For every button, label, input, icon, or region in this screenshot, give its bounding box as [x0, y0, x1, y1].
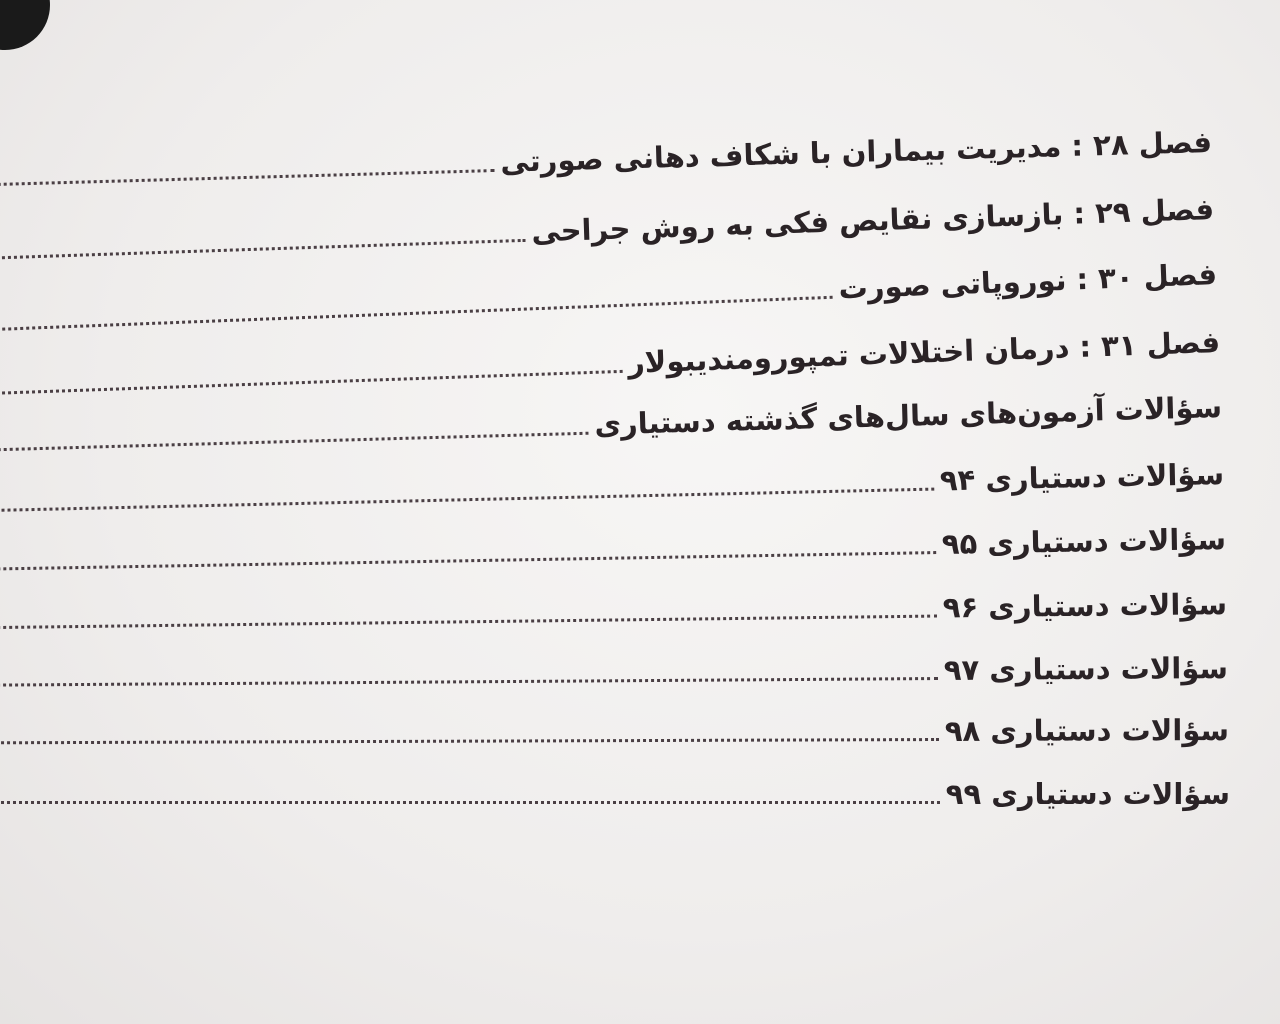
dotted-leader — [0, 677, 938, 687]
dotted-leader — [0, 169, 495, 186]
dotted-leader — [0, 369, 622, 394]
dotted-leader — [0, 801, 940, 804]
toc-entry-title: سؤالات دستیاری ۹۹ — [945, 777, 1230, 811]
toc-entry-title: سؤالات دستیاری ۹۴ — [939, 457, 1225, 498]
toc-entry-title: سؤالات دستیاری ۹۶ — [942, 587, 1228, 625]
dotted-leader — [0, 431, 589, 451]
toc-entry-exam-94 — [0, 450, 1225, 526]
toc-entry-title: سؤالات دستیاری ۹۸ — [944, 713, 1230, 748]
toc-entry-exam-99 — [0, 770, 1230, 818]
dotted-leader — [0, 487, 934, 511]
toc-entry-title: سؤالات دستیاری ۹۷ — [943, 651, 1229, 687]
toc-entry-exam-98 — [0, 706, 1229, 758]
dotted-leader — [0, 614, 937, 629]
toc-entry-title: فصل ۳۱ : درمان اختلالات تمپورومندیبولار — [627, 325, 1221, 380]
toc-entry-title: سؤالات دستیاری ۹۵ — [941, 522, 1227, 561]
toc-entry-chapter-28 — [0, 118, 1213, 200]
dotted-leader — [0, 238, 526, 259]
toc-entry-title: فصل ۲۸ : مدیریت بیماران با شکاف دهانی صورتی — [499, 125, 1213, 179]
toc-entry-title: فصل ۲۹ : بازسازی نقایص فکی به روش جراحی — [530, 192, 1215, 249]
dotted-leader — [0, 738, 939, 744]
toc-entry-title: فصل ۳۰ : نوروپاتی صورت — [837, 257, 1218, 306]
toc-entry-title: سؤالات آزمون‌های سال‌های گذشته دستیاری — [593, 390, 1223, 442]
dotted-leader — [0, 295, 833, 330]
toc-entry-exam-96 — [0, 580, 1227, 643]
toc-entry-exam-95 — [0, 515, 1226, 585]
dotted-leader — [0, 551, 936, 571]
toc-entry-exam-97 — [0, 644, 1228, 701]
